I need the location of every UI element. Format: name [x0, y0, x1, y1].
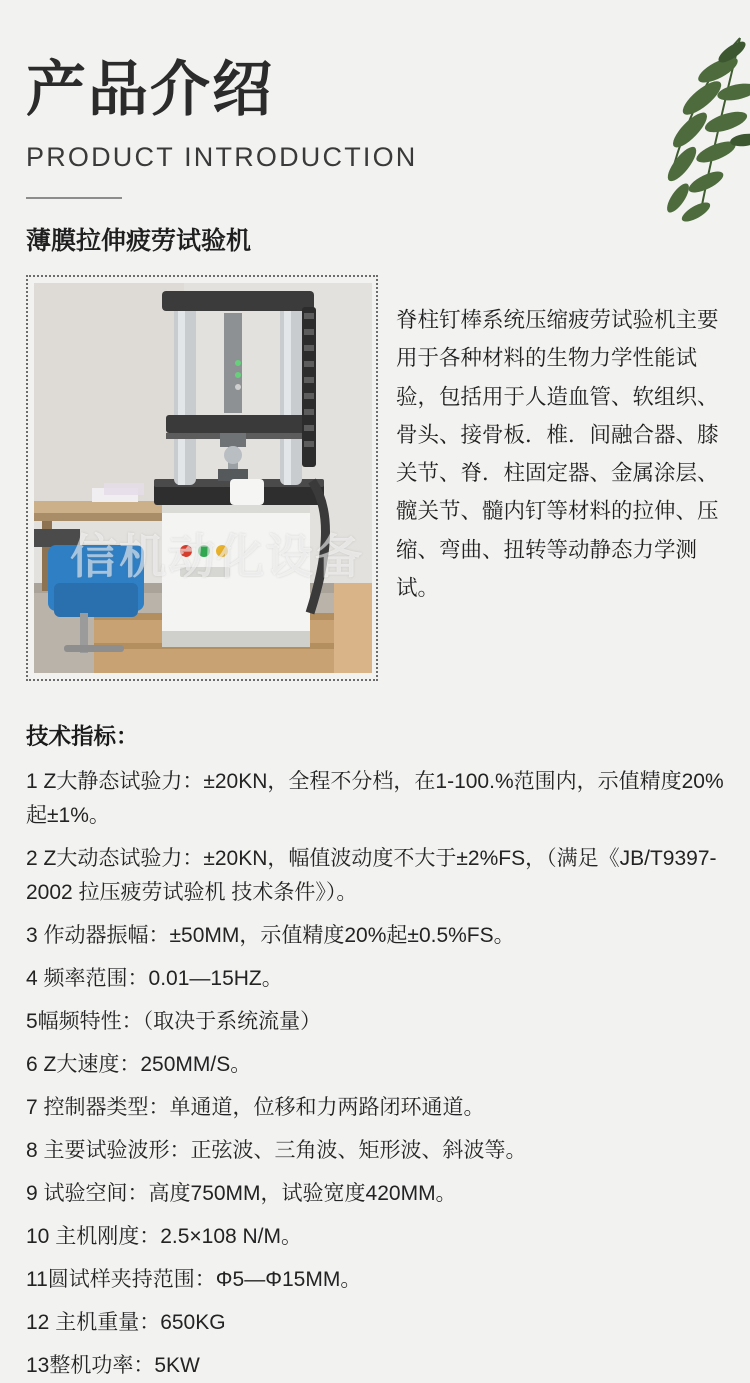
title-divider — [26, 197, 122, 199]
product-description: 脊柱钉棒系统压缩疲劳试验机主要用于各种材料的生物力学性能试验，包括用于人造血管、软组织、骨头、接骨板．椎．间融合器、膝关节、脊．柱固定器、金属涂层、髋关节、髓内钉等材料的拉伸、压缩、弯曲、扭转等动静态力学测试。 — [396, 308, 719, 600]
spec-item: 3 作动器振幅：±50MM，示值精度20%起±0.5%FS。 — [26, 924, 515, 948]
product-photo — [34, 283, 372, 673]
page-header — [26, 0, 724, 257]
spec-item: 9 试验空间：高度750MM，试验宽度420MM。 — [26, 1182, 457, 1206]
watermark-text: 信机动化设备 — [70, 530, 364, 583]
product-name: 薄膜拉伸疲劳试验机 — [26, 227, 252, 255]
spec-item: 12 主机重量：650KG — [26, 1311, 226, 1335]
page-title: 产品介绍 — [26, 55, 274, 125]
spec-item: 5幅频特性：（取决于系统流量） — [26, 1010, 322, 1034]
product-content — [26, 275, 724, 681]
product-photo-frame — [26, 275, 378, 681]
page-subtitle-en: PRODUCT INTRODUCTION — [26, 142, 418, 172]
spec-item: 13整机功率：5KW — [26, 1354, 200, 1378]
specifications-section — [26, 719, 724, 1383]
spec-item: 1 Z大静态试验力：±20KN，全程不分档，在1-100.%范围内，示值精度20%起±1%。 — [26, 770, 724, 828]
specifications-title: 技术指标： — [26, 724, 139, 749]
spec-item: 6 Z大速度：250MM/S。 — [26, 1053, 252, 1077]
spec-item: 10 主机刚度：2.5×108 N/M。 — [26, 1225, 303, 1249]
spec-item: 2 Z大动态试验力：±20KN，幅值波动度不大于±2%FS，（满足《JB/T9397-2002 拉压疲劳试验机 技术条件》）。 — [26, 847, 717, 905]
spec-item: 7 控制器类型：单通道，位移和力两路闭环通道。 — [26, 1096, 485, 1120]
spec-item: 11圆试样夹持范围：Φ5—Φ15MM。 — [26, 1268, 362, 1292]
spec-item: 4 频率范围：0.01—15HZ。 — [26, 967, 283, 991]
spec-item: 8 主要试验波形：正弦波、三角波、矩形波、斜波等。 — [26, 1139, 527, 1163]
